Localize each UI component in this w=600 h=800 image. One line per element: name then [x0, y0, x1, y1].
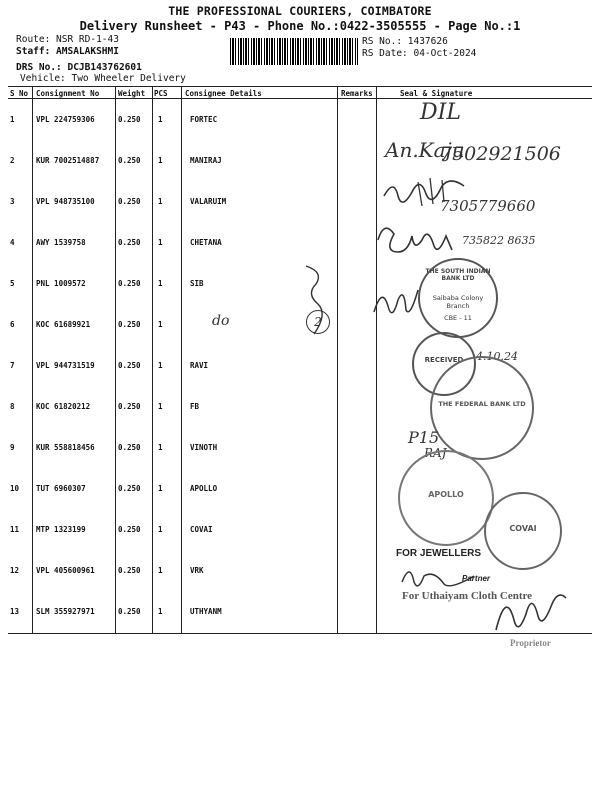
- handwritten-note-row1: DIL: [420, 100, 461, 125]
- cell-consignee: FORTEC: [190, 115, 218, 124]
- cell-consignee: VINOTH: [190, 443, 218, 452]
- route-label: Route: NSR RD-1-43: [16, 34, 119, 45]
- stamp-received-text: RECEIVED: [424, 356, 464, 364]
- cell-pcs: 1: [158, 156, 163, 165]
- cell-weight: 0.250: [118, 361, 141, 370]
- cell-consignment: VPL 224759306: [36, 115, 95, 124]
- cell-weight: 0.250: [118, 156, 141, 165]
- cell-pcs: 1: [158, 238, 163, 247]
- cell-pcs: 1: [158, 320, 163, 329]
- apollo-stamp: [398, 450, 494, 546]
- proprietor-label: Proprietor: [510, 638, 551, 648]
- jewellers-stamp: FOR JEWELLERS: [396, 548, 482, 559]
- cell-consignee: RAVI: [190, 361, 209, 370]
- cell-consignee: APOLLO: [190, 484, 218, 493]
- cell-sno: 12: [10, 566, 20, 575]
- cell-weight: 0.250: [118, 238, 141, 247]
- cell-weight: 0.250: [118, 320, 141, 329]
- cell-pcs: 1: [158, 566, 163, 575]
- cell-weight: 0.250: [118, 402, 141, 411]
- handwritten-phone-row4: 735822 8635: [462, 234, 536, 247]
- cell-sno: 7: [10, 361, 15, 370]
- cell-pcs: 1: [158, 115, 163, 124]
- handwritten-phone-row3: 7305779660: [440, 197, 536, 215]
- handwritten-note-row9: P15: [408, 428, 440, 447]
- rs-date: RS Date: 04-Oct-2024: [362, 48, 477, 59]
- cell-weight: 0.250: [118, 607, 141, 616]
- col-header-remarks: Remarks: [341, 89, 373, 98]
- cell-consignee: FB: [190, 402, 200, 411]
- cell-weight: 0.250: [118, 279, 141, 288]
- stamp-code: CBE - 11: [444, 314, 472, 322]
- stamp-branch: Saibaba Colony Branch: [432, 294, 484, 310]
- cell-consignee: CHETANA: [190, 238, 222, 247]
- cell-sno: 13: [10, 607, 20, 616]
- cell-pcs: 1: [158, 197, 163, 206]
- stamp-text: THE SOUTH INDIAN BANK LTD: [425, 268, 491, 282]
- cell-consignee: VRK: [190, 566, 204, 575]
- col-header-consignee: Consignee Details: [185, 89, 262, 98]
- cell-sno: 4: [10, 238, 15, 247]
- handwritten-name-row2: An.Kaju: [385, 138, 465, 162]
- cell-consignment: SLM 355927971: [36, 607, 95, 616]
- cell-pcs: 1: [158, 607, 163, 616]
- covai-stamp: [484, 492, 562, 570]
- handwritten-phone-row2: 7502921506: [440, 143, 561, 165]
- cell-sno: 1: [10, 115, 15, 124]
- stamp-federal-text: THE FEDERAL BANK LTD: [438, 400, 526, 408]
- rs-number: RS No.: 1437626: [362, 36, 448, 47]
- col-header-seal: Seal & Signature: [400, 89, 473, 98]
- cell-sno: 6: [10, 320, 15, 329]
- cell-sno: 2: [10, 156, 15, 165]
- cell-consignment: KOC 61820212: [36, 402, 91, 411]
- staff-label: Staff: AMSALAKSHMI: [16, 46, 119, 57]
- cell-consignee: UTHYANM: [190, 607, 222, 616]
- signature-row13: [492, 582, 572, 642]
- runsheet-company-title: THE PROFESSIONAL COURIERS, COIMBATORE: [168, 4, 432, 18]
- cell-consignment: PNL 1009572: [36, 279, 86, 288]
- cell-pcs: 1: [158, 525, 163, 534]
- cell-sno: 8: [10, 402, 15, 411]
- cell-pcs: 1: [158, 484, 163, 493]
- cell-pcs: 1: [158, 361, 163, 370]
- signature-row5: [370, 282, 420, 327]
- cell-weight: 0.250: [118, 484, 141, 493]
- federal-bank-stamp: [430, 356, 534, 460]
- cell-pcs: 1: [158, 443, 163, 452]
- cell-consignee: COVAI: [190, 525, 213, 534]
- drs-number: DRS No.: DCJB143762601: [16, 62, 142, 73]
- cell-sno: 5: [10, 279, 15, 288]
- cell-consignment: VPL 948735100: [36, 197, 95, 206]
- handwritten-do-row6: do: [212, 313, 230, 329]
- cell-consignment: VPL 405600961: [36, 566, 95, 575]
- vehicle-label: Vehicle: Two Wheeler Delivery: [20, 73, 186, 84]
- cell-weight: 0.250: [118, 525, 141, 534]
- cell-consignment: MTP 1323199: [36, 525, 86, 534]
- uthaiyam-stamp: For Uthaiyam Cloth Centre: [402, 590, 533, 602]
- cell-consignment: KOC 61689921: [36, 320, 91, 329]
- runsheet-subtitle: Delivery Runsheet - P43 - Phone No.:0422-3505555 - Page No.:1: [79, 19, 521, 33]
- stamp-covai-text: COVAI: [509, 524, 537, 533]
- signature-row4: [372, 218, 462, 258]
- barcode: [230, 38, 358, 65]
- cell-sno: 9: [10, 443, 15, 452]
- cell-weight: 0.250: [118, 115, 141, 124]
- stamp-apollo-text: APOLLO: [428, 490, 464, 499]
- cell-consignment: KUR 558818456: [36, 443, 95, 452]
- jewellers-text: JEWELLERS: [419, 548, 482, 559]
- handwritten-note-row9b: RAJ: [424, 446, 447, 460]
- cell-consignment: VPL 944731519: [36, 361, 95, 370]
- partner-label: Partner: [462, 574, 491, 583]
- cell-weight: 0.250: [118, 443, 141, 452]
- col-header-weight: Weight: [118, 89, 146, 98]
- sib-bank-stamp: [418, 258, 498, 338]
- cell-weight: 0.250: [118, 197, 141, 206]
- cell-weight: 0.250: [118, 566, 141, 575]
- cell-consignee: MANIRAJ: [190, 156, 222, 165]
- table-row: [8, 99, 592, 140]
- col-header-pcs: PCS: [154, 89, 168, 98]
- cell-sno: 3: [10, 197, 15, 206]
- col-header-sno: S No: [10, 89, 29, 98]
- cell-consignee: SIB: [190, 279, 204, 288]
- cell-pcs: 1: [158, 402, 163, 411]
- cell-sno: 11: [10, 525, 20, 534]
- cell-sno: 10: [10, 484, 20, 493]
- cell-consignment: TUT 6960307: [36, 484, 86, 493]
- circled-number-row6: 2: [306, 310, 330, 334]
- cell-pcs: 1: [158, 279, 163, 288]
- handwritten-date-row7: 4.10.24: [476, 350, 518, 363]
- cell-consignee: VALARUIM: [190, 197, 227, 206]
- cell-consignment: AWY 1539758: [36, 238, 86, 247]
- cell-consignment: KUR 7002514887: [36, 156, 100, 165]
- col-header-consignment: Consignment No: [36, 89, 100, 98]
